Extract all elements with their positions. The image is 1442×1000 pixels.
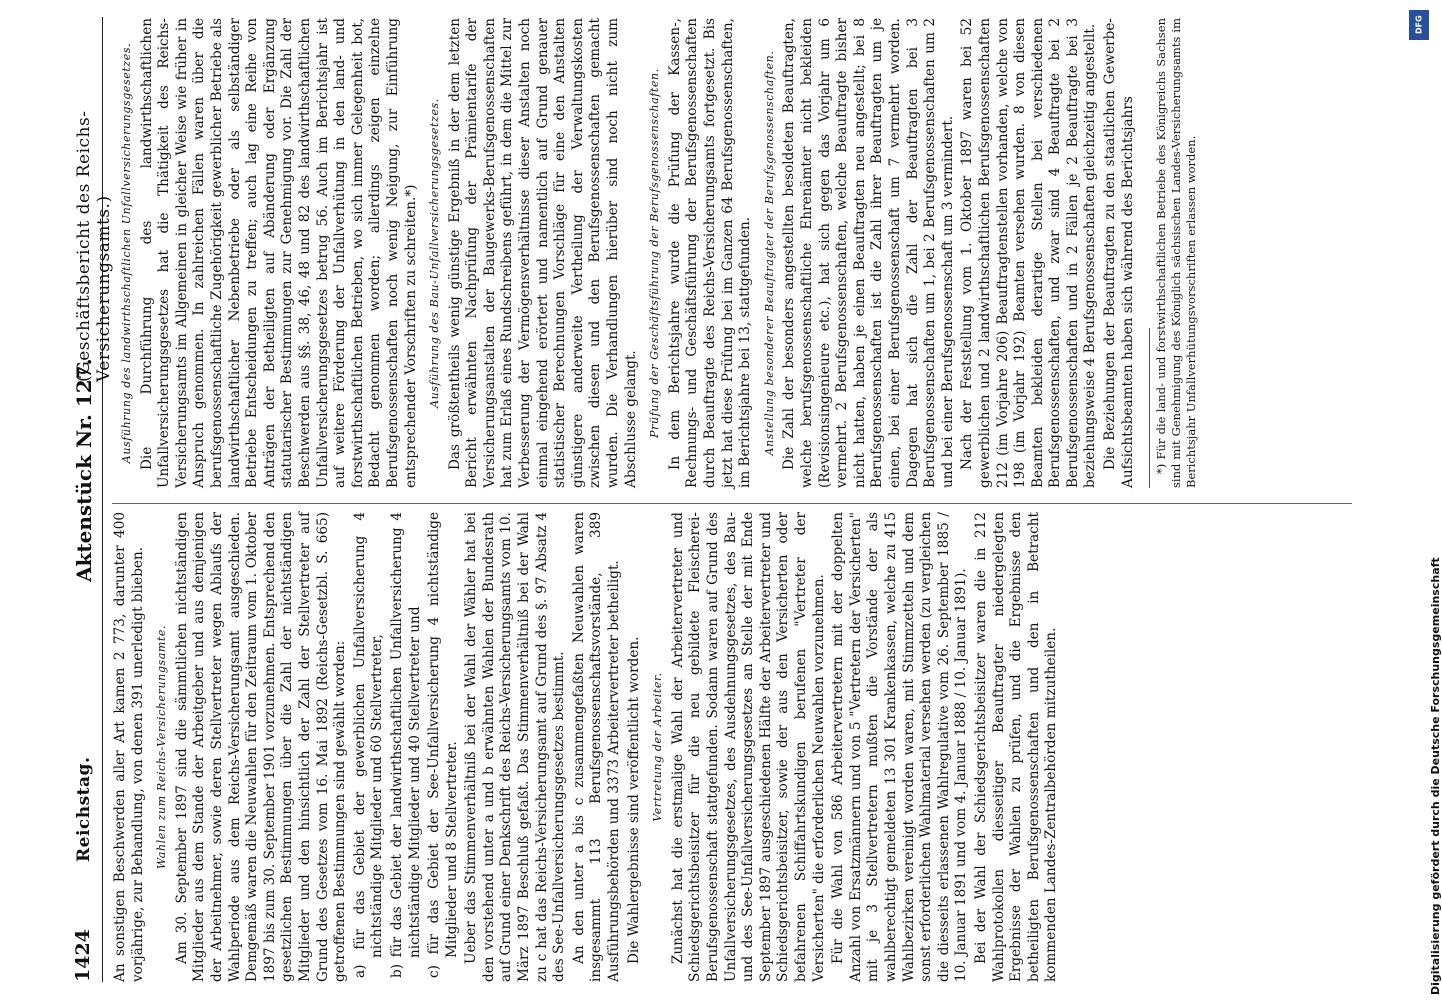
page-number: 1424 bbox=[72, 929, 94, 982]
list-item: b) für das Gebiet der landwirthschaftlichen Unfallversicherung 4 nichtständige Mitglieder und 40 Stellvertreter und bbox=[388, 512, 423, 978]
paragraph: Das größtentheils wenig günstige Ergebniß in der dem letzten Bericht erwähnten Nachprüfung der Prämientarife der Versicherungsanstalten der Baugewerks-Berufsgenossenschaften hat zum Erlaß eines Rundschreibens geführt, in dem die Mittel zur Verbesserung der Vermögensverhältnisse dieser Anstalten noch einmal eingehend erörtert und namentlich auf Grund genauer statistischer Berechnungen Vorschläge für eine den Anstalten günstigere anderweite Vertheilung der Verwaltungskosten zwischen diesen und den Berufsgenossenschaften gemacht wurden. Die Verhandlungen hierüber sind noch nicht zum Abschlusse gelangt. bbox=[446, 18, 639, 488]
left-column bbox=[112, 512, 1382, 982]
section-heading: Vertretung der Arbeiter. bbox=[651, 672, 665, 822]
digitization-sidebar bbox=[1405, 0, 1442, 1000]
footnote: *) Für die land- und forstwirthschaftlichen Betriebe des Königreichs Sachsen sind mit Genehmigung des Königlich sächsischen Landes-Versicherungsamts im Berichtsjahr Unfallverhütungsvorschriften erlassen worden. bbox=[1154, 18, 1199, 488]
paragraph: An den unter a bis c zusammengefaßten Neuwahlen waren insgesammt 113 Berufsgenossenschaftsvorstände, 389 Ausführungsbehörden und 3373 Arbeitervertreter betheiligt. bbox=[570, 512, 623, 982]
header-title: Aktenstück Nr. 127. bbox=[72, 358, 96, 582]
paragraph: Für die Wahl von 586 Arbeitervertretern mit der doppelten Anzahl von Ersatzmännern und von 5 "Vertretern der Versicherten" mit je 3 Stellvertretern mußten die Vorstände der als wahlberechtigt gemeldeten 13 301 Krankenkassen, welche zu 415 Wahlbezirken vereinigt worden waren, mit Stimmzetteln und dem sonst erforderlichen Wahlmaterial versehen werden (zu vergleichen die diesseits erlassenen Wahlregulative vom 26. September 1885 / 10. Januar 1891 und vom 4. Januar 1888 / 10. Januar 1891). bbox=[830, 512, 970, 982]
page-header bbox=[68, 17, 114, 982]
section-heading: Anstellung besonderer Beauftragter der Berufsgenossenschaften. bbox=[762, 50, 776, 456]
list-item: c) für das Gebiet der See-Unfallversicherung 4 nichtständige Mitglieder und 8 Stellvertreter. bbox=[426, 512, 460, 978]
section-heading: Ausführung des landwirthschaftlichen Unfallversicherungsgesetzes. bbox=[120, 42, 133, 464]
header-left: Reichstag. bbox=[74, 756, 94, 862]
paragraph: An sonstigen Beschwerden aller Art kamen 2 773, darunter 400 vorjährige, zur Behandlung, von denen 391 unerledigt blieben. bbox=[112, 512, 146, 982]
paragraph: Nach der Feststellung vom 1. Oktober 1897 waren bei 52 gewerblichen und 2 landwirthschaftlichen Berufsgenossenschaften 212 (im Vorjahre 206) Beauftragtenstellen vorhanden, welche von 198 (im Vorjahr 192) Beamten versehen wurden. 8 von diesen Beamten bekleiden derartige Stellen bei verschiedenen Berufsgenossenschaften, und zwar sind 4 Beauftragte bei 2 Berufsgenossenschaften und in 2 Fällen je 2 Beauftragte bei 3 beziehungsweise 4 Berufsgenossenschaften gleichzeitig angestellt. bbox=[959, 18, 1099, 488]
section-heading: Ausführung des Bau-Unfallversicherungsgesetzes. bbox=[428, 98, 442, 408]
paragraph: Die Wahlergebnisse sind veröffentlicht worden. bbox=[625, 636, 642, 964]
paragraph: Am 30. September 1897 sind die sämmtlichen nichtständigen Mitglieder aus dem Stande der Arbeitgeber und aus demjenigen der Arbeitnehmer, sowie deren Stellvertreter wegen Ablaufs der Wahlperiode aus dem Reichs-Versicherungsamt ausgeschieden. Demgemäß waren die Neuwahlen für den Zeitraum vom 1. Oktober 1897 bis zum 30. September 1901 vorzunehmen. Entsprechend den gesetzlichen Bestimmungen über die Zahl der nichtständigen Mitglieder und den hinsichtlich der Zahl der Stellvertreter auf Grund des Gesetzes vom 16. Mai 1892 (Reichs-Gesetzbl. S. 665) getroffenen Bestimmungen sind gewählt worden: bbox=[173, 512, 349, 982]
digitization-notice: Digitalisierung gefördert durch die Deutsche Forschungsgemeinschaft bbox=[1429, 557, 1442, 995]
paragraph: Die Zahl der besonders angestellten besoldeten Beauftragten, welche berufsgenossenschaftliche Ehrenämter nicht bekleiden (Revisionsingenieure etc.), hat sich gegen das Vorjahr um 6 vermehrt. 2 Berufsgenossenschaften, welche Beauftragte bisher nicht hatten, haben je einen Beauftragten neu angestellt; bei 8 Berufsgenossenschaften ist die Zahl ihrer Beauftragten um je einen, bei einer Berufsgenossenschaft um 7 vermehrt worden. Dagegen hat sich die Zahl der Beauftragten bei 3 Berufsgenossenschaften um 1, bei 2 Berufsgenossenschaften um 2 und bei einer Berufsgenossenschaft um 3 vermindert. bbox=[781, 18, 956, 488]
list-item: a) für das Gebiet der gewerblichen Unfallversicherung 4 nichtständige Mitglieder und 60 Stellvertreter, bbox=[351, 512, 386, 978]
dfg-logo: DFG bbox=[1409, 10, 1429, 40]
paragraph: Bei der Wahl der Schiedsgerichtsbeisitzer waren die in 212 Wahlprotokollen diesseitiger Beauftragter niedergelegten Ergebnisse der Wahlen zu prüfen, und die Ergebnisse den betheiligten Berufsgenossenschaften und den in Betracht kommenden Landes-Zentralbehörden mitzutheilen. bbox=[972, 512, 1060, 982]
right-column bbox=[112, 18, 1382, 488]
section-heading: Prüfung der Geschäftsführung der Berufsgenossenschaften. bbox=[648, 68, 662, 438]
paragraph: Zunächst hat die erstmalige Wahl der Arbeitervertreter und Schiedsgerichtsbeisitzer für die neu gebildete Fleischerei-Berufsgenossenschaft stattgefunden. Sodann waren auf Grund des Unfallversicherungsgesetzes, des Ausdehnungsgesetzes, des Bau- und des See-Unfallversicherungsgesetzes an Stelle der mit Ende September 1897 ausgeschiedenen Hälfte der Arbeitervertreter und Schiedsgerichtsbeisitzer, sowie der aus den Versicherten oder befahrenen Schiffahrtskundigen berufenen "Vertreter der Versicherten" die erforderlichen Neuwahlen vorzunehmen. bbox=[669, 512, 827, 982]
paragraph: Die Beziehungen der Beauftragten zu den staatlichen Gewerbe-Aufsichtsbeamten haben sich während des Berichtsjahrs bbox=[1102, 18, 1136, 488]
paragraph: Ueber das Stimmenverhältniß bei der Wahl der Wähler hat bei den vorstehend unter a und b erwähnten Wahlen der Bundesrath auf Grund einer Denkschrift des Reichs-Versicherungsamts vom 10. März 1897 Beschluß gefaßt. Das Stimmenverhältniß bei der Wahl zu c hat das Reichs-Versicherungsamt auf Grund des §. 97 Absatz 4 des See-Unfallversicherungsgesetzes bestimmt. bbox=[463, 512, 568, 982]
rotated-page-content bbox=[60, 0, 1400, 1000]
column-divider bbox=[112, 503, 1352, 504]
paragraph: In dem Berichtsjahre wurde die Prüfung der Kassen-, Rechnungs- und Geschäftsführung der Berufsgenossenschaften durch Beauftragte des Reichs-Versicherungsamts fortgesetzt. Bis jetzt hat diese Prüfung bei im Ganzen 64 Berufsgenossenschaften, im Berichtsjahre bei 13, stattgefunden. bbox=[666, 18, 754, 488]
paragraph: Die Durchführung des landwirthschaftlichen Unfallversicherungsgesetzes hat die Thätigkeit des Reichs-Versicherungsamts im Allgemeinen in gleicher Weise wie früher in Anspruch genommen. In zahlreichen Fällen waren über die berufsgenossenschaftliche Zugehörigkeit gewerblicher Betriebe als landwirthschaftlicher Nebenbetriebe oder als selbständiger Betriebe Entscheidungen zu treffen; auch lag eine Reihe von Anträgen der Betheiligten auf Abänderung oder Ergänzung statutarischer Bestimmungen zur Genehmigung vor. Die Zahl der Beschwerden aus §§. 38, 46, 48 und 82 des landwirthschaftlichen Unfallversicherungsgesetzes betrug 56. Auch im Berichtsjahr ist auf weitere Förderung der Unfallverhütung in den land- und forstwirthschaftlichen Betrieben, wo sich immer Gelegenheit bot, Bedacht genommen worden; allerdings zeigen einzelne Berufsgenossenschaften noch wenig Neigung, zur Einführung entsprechender Vorschriften zu schreiten.*) bbox=[138, 18, 419, 488]
section-heading: Wahlen zum Reichs-Versicherungsamte. bbox=[155, 624, 169, 870]
header-right: (Geschäftsbericht des Reichs-Versicherungsamts.) bbox=[74, 110, 114, 382]
